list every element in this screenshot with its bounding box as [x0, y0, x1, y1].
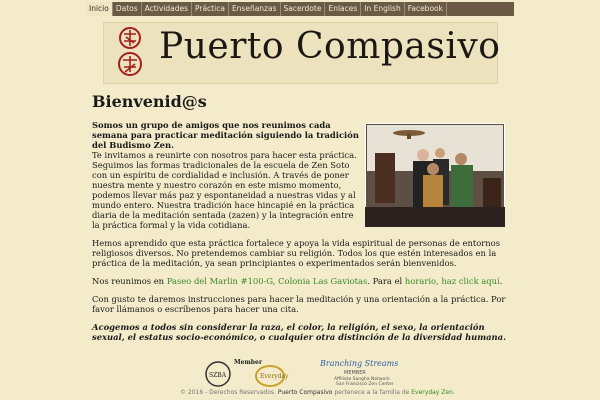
intro-paragraph: [92, 120, 360, 230]
szba-text: SZBA: [209, 372, 227, 379]
meet-prefix: Nos reunimos en: [92, 276, 165, 286]
everyday-zen-link[interactable]: Everyday Zen.: [411, 389, 455, 396]
everyday-logo-text: Everyday: [260, 373, 289, 380]
meet-mid: . Para el: [367, 276, 403, 286]
footer: [180, 389, 455, 396]
paragraph-2: Hemos aprendido que esta práctica fortalece y apoya la vida espiritual de personas de entornos religiosos diversos. No pretendemos cambiar su religión. Todos los que estén interesados en la práctica de la meditación, ya sean principiantes o experimentados serán bienvenidos.: [92, 238, 501, 268]
page-title: Bienvenid@s: [92, 92, 207, 111]
nav-sacerdote[interactable]: Sacerdote: [281, 2, 326, 16]
nav-facebook[interactable]: Facebook: [405, 2, 447, 16]
nav-datos[interactable]: Datos: [113, 2, 142, 16]
schedule-link[interactable]: horario, haz click aquí: [404, 276, 500, 286]
meet-suffix: .: [499, 276, 503, 286]
nav-practica[interactable]: Práctica: [192, 2, 229, 16]
nav-ensenanzas[interactable]: Enseñanzas: [229, 2, 281, 16]
everyday-zen-logo[interactable]: [256, 366, 289, 386]
group-photo: [365, 123, 505, 227]
footer-copyright: © 2016 - Derechos Reservados.: [180, 389, 276, 396]
footer-site-name: Puerto Compasivo: [277, 389, 333, 396]
nav-inicio[interactable]: Inicio: [86, 2, 113, 16]
sfzc-text: San Francisco Zen Center: [336, 382, 394, 387]
affiliation-logos: [204, 354, 424, 388]
chinese-seal-icon: [110, 26, 150, 78]
nav-actividades[interactable]: Actividades: [142, 2, 192, 16]
header-banner: [103, 22, 501, 84]
intro-bold-text: Somos un grupo de amigos que nos reunimos cada semana para practicar meditación siguiendo la tradición del Budismo Zen.: [92, 120, 359, 150]
affiliate-text: Affiliate Sangha Network: [334, 377, 390, 382]
branching-text: Branching Streams: [320, 359, 399, 368]
main-nav: [86, 2, 514, 16]
szba-member-text: Member: [234, 359, 262, 366]
member-text: MEMBER: [344, 370, 366, 376]
szba-logo[interactable]: [206, 359, 263, 386]
address-link[interactable]: Paseo del Marlin #100-G, Colonia Las Gaviotas: [166, 276, 368, 286]
footer-pertenece: pertenece a la familia de: [334, 389, 410, 396]
site-title[interactable]: Puerto Compasivo: [159, 26, 501, 67]
nav-in-english[interactable]: In English: [361, 2, 404, 16]
paragraph-4: Con gusto te daremos instrucciones para hacer la meditación y una orientación a la práctica. Por favor llámanos o escríbenos para hacer una cita.: [92, 294, 506, 314]
branching-streams-logo[interactable]: [319, 359, 398, 387]
inclusion-quote: Acogemos a todos sin considerar la raza, el color, la religión, el sexo, la orientación sexual, el estatus socio-económico, o cualquier otra distinción de la diversidad humana.: [92, 322, 506, 342]
nav-enlaces[interactable]: Enlaces: [325, 2, 361, 16]
intro-text: Te invitamos a reunirte con nosotros para hacer esta práctica. Seguimos las formas tradicionales de la escuela de Zen Soto con un espíritu de cordialidad e inclusión. A través de poner nuestra mente y nuestro corazón en este mismo momento, podemos llevar más paz y espontaneidad a nuestras vidas y al mundo entero. Nuestra tradición hace hincapié en la práctica diaria de la meditación sentada (zazen) y la integración entre la práctica formal y la vida cotidiana.: [92, 150, 357, 230]
meeting-paragraph: [92, 276, 506, 286]
